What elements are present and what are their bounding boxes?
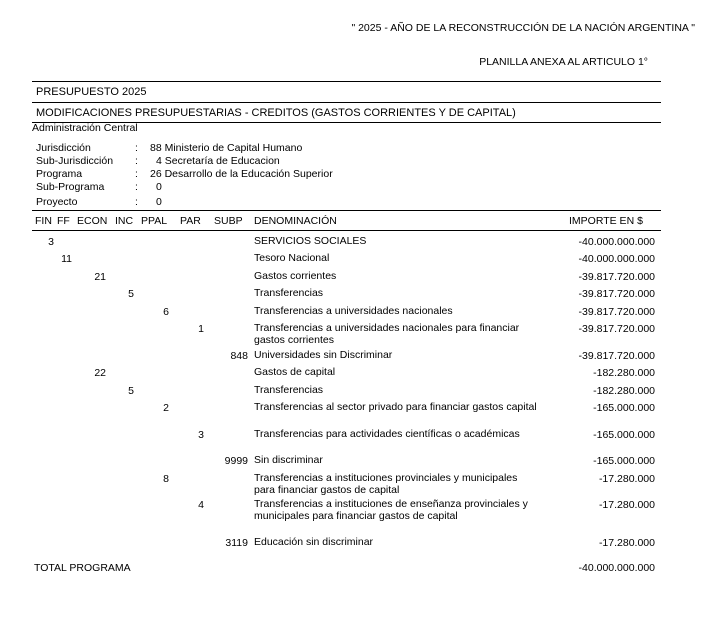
total-label: TOTAL PROGRAMA (34, 562, 131, 574)
amount-cell: -40.000.000.000 (578, 236, 655, 248)
colon: : (135, 168, 138, 180)
planilla-title: PLANILLA ANEXA AL ARTICULO 1° (479, 56, 648, 68)
amount-cell: -39.817.720.000 (578, 323, 655, 335)
colon: : (135, 155, 138, 167)
subjurisdiccion-label: Sub-Jurisdicción (36, 155, 114, 167)
denominacion-cell: Educación sin discriminar (254, 536, 374, 548)
code-cell: 1 (198, 323, 204, 335)
amount-cell: -17.280.000 (598, 473, 655, 485)
amount-cell: -182.280.000 (593, 385, 655, 397)
divider (32, 210, 661, 211)
programa-value: 26 Desarrollo de la Educación Superior (150, 168, 333, 180)
denominacion-cell: Transferencias a instituciones de enseñanza provinciales y municipales para financiar gastos de capital (254, 498, 528, 522)
table-row (0, 306, 710, 320)
table-row (0, 271, 710, 285)
document-title: MODIFICACIONES PRESUPUESTARIAS - CREDITOS (GASTOS CORRIENTES Y DE CAPITAL) (36, 107, 516, 119)
denominacion-cell: Transferencias a instituciones provinciales y municipales para financiar gastos de capital (254, 472, 518, 496)
amount-cell: -165.000.000 (593, 429, 655, 441)
code-cell: 22 (94, 367, 106, 379)
subprograma-value: 0 (156, 181, 162, 193)
proyecto-value: 0 (156, 196, 162, 208)
amount-cell: -39.817.720.000 (578, 306, 655, 318)
col-ff: FF (57, 215, 70, 227)
code-cell: 848 (230, 350, 248, 362)
table-row (0, 236, 710, 250)
denominacion-cell: Gastos corrientes (254, 270, 337, 282)
col-econ: ECON (77, 215, 108, 227)
code-cell: 3 (198, 429, 204, 441)
table-row (0, 322, 710, 346)
jurisdiccion-label: Jurisdicción (36, 142, 91, 154)
code-cell: 5 (128, 385, 134, 397)
colon: : (135, 181, 138, 193)
subprograma-label: Sub-Programa (36, 181, 105, 193)
denominacion-cell: SERVICIOS SOCIALES (254, 235, 367, 247)
col-par: PAR (180, 215, 201, 227)
denominacion-cell: Transferencias al sector privado para financiar gastos capital (254, 401, 537, 413)
table-row (0, 385, 710, 399)
col-ppal: PPAL (141, 215, 168, 227)
code-cell: 3 (48, 236, 54, 248)
col-importe: IMPORTE EN $ (569, 215, 643, 227)
colon: : (135, 142, 138, 154)
table-row (0, 350, 710, 364)
denominacion-cell: Transferencias (254, 287, 324, 299)
amount-cell: -39.817.720.000 (578, 271, 655, 283)
table-row (0, 455, 710, 469)
table-row (0, 288, 710, 302)
code-cell: 5 (128, 288, 134, 300)
denominacion-cell: Transferencias para actividades científicas o académicas (254, 428, 520, 440)
table-row (0, 253, 710, 267)
denominacion-cell: Transferencias a universidades nacionales para financiar gastos corrientes (254, 322, 520, 346)
denominacion-cell: Transferencias a universidades nacionales (254, 305, 453, 317)
denominacion-cell: Sin discriminar (254, 454, 323, 466)
amount-cell: -165.000.000 (593, 455, 655, 467)
col-fin: FIN (35, 215, 52, 227)
denominacion-cell: Gastos de capital (254, 366, 336, 378)
code-cell: 4 (198, 499, 204, 511)
code-cell: 6 (163, 306, 169, 318)
proyecto-label: Proyecto (36, 196, 78, 208)
col-subp: SUBP (214, 215, 243, 227)
amount-cell: -182.280.000 (593, 367, 655, 379)
code-cell: 8 (163, 473, 169, 485)
table-row (0, 472, 710, 496)
colon: : (135, 196, 138, 208)
subjurisdiccion-value: 4 Secretaría de Educacion (156, 155, 280, 167)
divider (32, 230, 661, 231)
amount-cell: -165.000.000 (593, 402, 655, 414)
document-motto: " 2025 - AÑO DE LA RECONSTRUCCIÓN DE LA NACIÓN ARGENTINA " (351, 22, 695, 34)
divider (32, 102, 661, 103)
table-row (0, 367, 710, 381)
jurisdiccion-value: 88 Ministerio de Capital Humano (150, 142, 303, 154)
col-inc: INC (115, 215, 134, 227)
amount-cell: -39.817.720.000 (578, 350, 655, 362)
table-row (0, 537, 710, 551)
admin-label: Administración Central (32, 122, 138, 134)
amount-cell: -40.000.000.000 (578, 253, 655, 265)
code-cell: 9999 (224, 455, 248, 467)
divider (32, 81, 661, 82)
table-row (0, 402, 710, 416)
amount-cell: -17.280.000 (598, 537, 655, 549)
presupuesto-label: PRESUPUESTO 2025 (36, 86, 147, 98)
programa-label: Programa (36, 168, 83, 180)
code-cell: 3119 (225, 537, 248, 549)
denominacion-cell: Universidades sin Discriminar (254, 349, 393, 361)
amount-cell: -17.280.000 (598, 499, 655, 511)
code-cell: 11 (61, 253, 72, 265)
total-amount: -40.000.000.000 (578, 562, 655, 574)
amount-cell: -39.817.720.000 (578, 288, 655, 300)
col-denominacion: DENOMINACIÓN (254, 215, 337, 227)
code-cell: 2 (163, 402, 169, 414)
code-cell: 21 (94, 271, 106, 283)
table-row (0, 498, 710, 522)
table-row (0, 429, 710, 443)
denominacion-cell: Transferencias (254, 384, 324, 396)
denominacion-cell: Tesoro Nacional (254, 252, 330, 264)
